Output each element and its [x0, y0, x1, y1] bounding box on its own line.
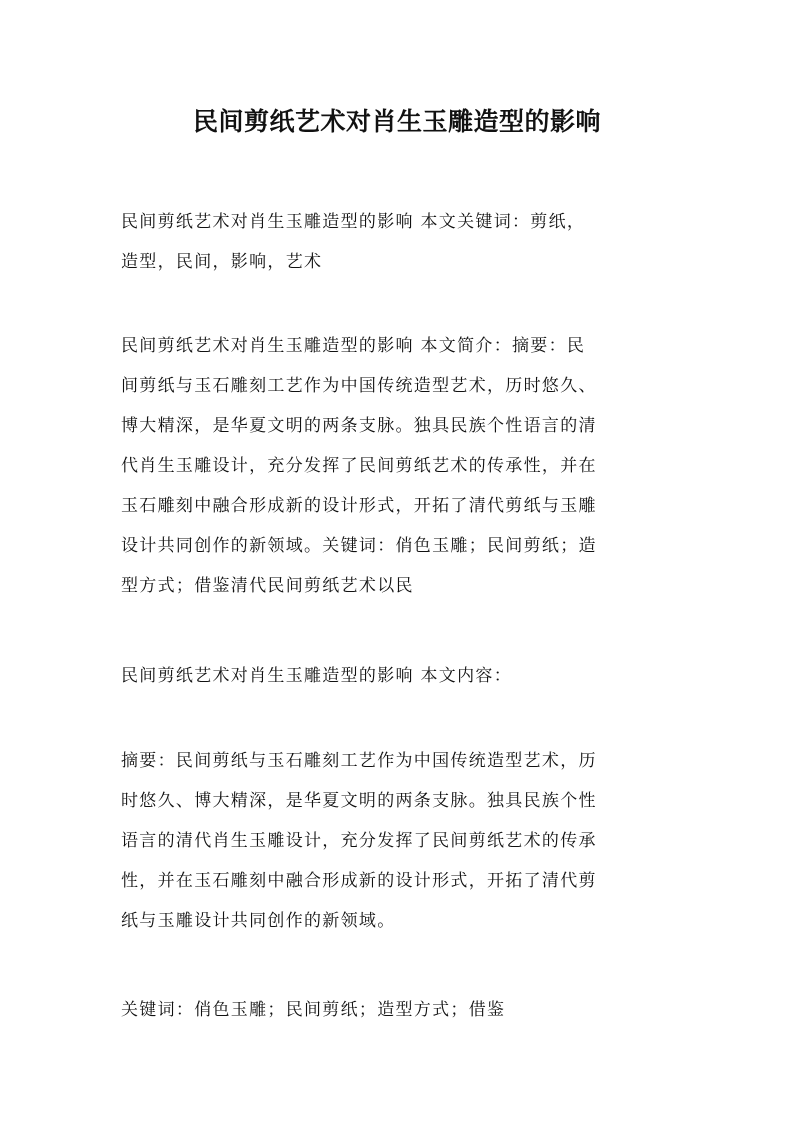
- text-line: 纸与玉雕设计共同创作的新领域。: [121, 911, 396, 931]
- text-line: 玉石雕刻中融合形成新的设计形式，开拓了清代剪纸与玉雕: [121, 496, 597, 516]
- text-line: 关键词：俏色玉雕；民间剪纸；造型方式；借鉴: [121, 1000, 506, 1020]
- text-line: 型方式；借鉴清代民间剪纸艺术以民: [121, 576, 414, 596]
- paragraph-keywords: [121, 202, 681, 282]
- text-line: 间剪纸与玉石雕刻工艺作为中国传统造型艺术，历时悠久、: [121, 376, 597, 396]
- text-line: 民间剪纸艺术对肖生玉雕造型的影响 本文关键词：剪纸，: [121, 212, 586, 232]
- paragraph-abstract: [121, 741, 681, 941]
- text-line: 摘要：民间剪纸与玉石雕刻工艺作为中国传统造型艺术，历: [121, 751, 597, 771]
- text-line: 设计共同创作的新领域。关键词：俏色玉雕；民间剪纸；造: [121, 536, 597, 556]
- paragraph-content-heading: [121, 656, 681, 696]
- text-line: 造型，民间，影响，艺术: [121, 252, 323, 272]
- text-line: 性，并在玉石雕刻中融合形成新的设计形式，开拓了清代剪: [121, 871, 597, 891]
- paragraph-keywords-list: [121, 990, 681, 1030]
- text-line: 博大精深，是华夏文明的两条支脉。独具民族个性语言的清: [121, 416, 597, 436]
- text-line: 代肖生玉雕设计，充分发挥了民间剪纸艺术的传承性，并在: [121, 456, 597, 476]
- text-line: 民间剪纸艺术对肖生玉雕造型的影响 本文内容：: [121, 666, 513, 686]
- text-line: 时悠久、博大精深，是华夏文明的两条支脉。独具民族个性: [121, 791, 597, 811]
- paragraph-summary: [121, 326, 681, 606]
- document-title: 民间剪纸艺术对肖生玉雕造型的影响: [192, 107, 601, 136]
- text-line: 语言的清代肖生玉雕设计，充分发挥了民间剪纸艺术的传承: [121, 831, 597, 851]
- text-line: 民间剪纸艺术对肖生玉雕造型的影响 本文简介：摘要：民: [121, 336, 586, 356]
